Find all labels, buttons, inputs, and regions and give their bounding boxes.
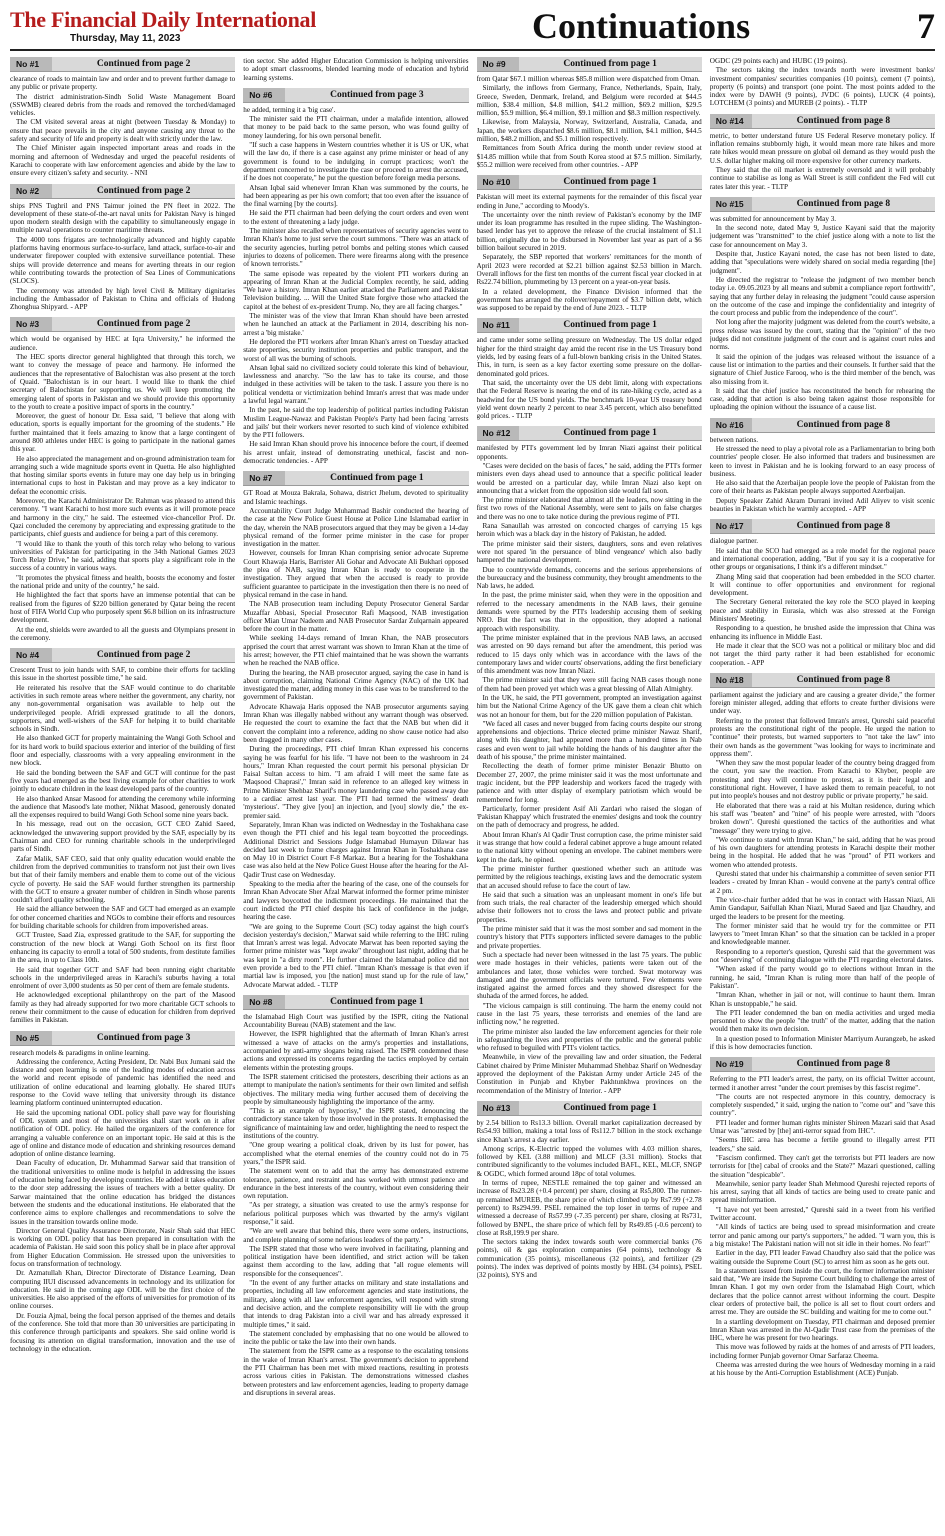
story-header: [10, 57, 235, 72]
story-paragraph: Meanwhile, in view of the prevailing law and order situation, the Federal Cabinet chaired by Prime Minister Muhammad Shehbaz Sharif on Wednesday approved the deployment of the Pakistan Army under Article 245 of the Constitution in Punjab and Khyber Pakhtunkhwa provinces on the recommendation of the Ministry of Interior. - APP: [476, 1053, 702, 1095]
story-header: [477, 57, 702, 72]
story-paragraph: Earlier in the day, PTI leader Fawad Chaudhry also said that the police was waiting outside the Supreme Court (SC) to arrest him as soon as he gets out.: [709, 1249, 935, 1266]
story-paragraph: The statement concluded by emphasising that no one would be allowed to incite the public or take the law into their own hands.: [243, 1329, 469, 1347]
continuation-story: [243, 57, 468, 82]
story-paragraph: Referring to the protest that followed Imran's arrest, Qureshi said peaceful protests are the constitutional right of the people. He urged the nation to "continue" their protests, but warned supporters to "not take the law" into their own hands as the government "was looking for ways to incriminate and oppress them".: [709, 716, 935, 758]
story-paragraph: He said that such a situation was an unpleasant moment in one's life but from such trials, the real character of the leadership emerged which should advise their followers not to cross the laws and protect public and private properties.: [476, 890, 702, 924]
story-paragraph: "Imran Khan, whether in jail or not, will continue to haunt them. Imran Khan is unstoppable," he said.: [709, 991, 935, 1008]
story-paragraph: Particularly, former president Asif Ali Zardari who raised the slogan of 'Pakistan Khappay' which frustrated the enemies' designs and took the country on the path of democracy and progress, he added.: [476, 804, 702, 830]
article-columns: [10, 57, 935, 1526]
story-paragraph: OGDC (29 points each) and HUBC (19 points).: [709, 57, 848, 65]
story-paragraph: The minister was of the view that Imran Khan should have been arrested when he launched an attack at the Parliament in 2014, describing his non-arrest a 'big mistake.': [243, 312, 469, 337]
story-paragraph: between nations.: [709, 435, 759, 444]
story-paragraph: However, the ISPR highlighted that the aftermath of Imran Khan's arrest witnessed a wave of attacks on the army's properties and installations, accompanied by anti-army slogans being raised. The ISPR condemned these actions and expressed its concerns regarding the tactics employed by certain elements within the protesting groups.: [243, 1030, 469, 1072]
story-header: [10, 648, 235, 663]
story-header: [710, 673, 935, 688]
story-paragraph: Ahsan Iqbal said no civilized society could tolerate this kind of behaviour, lawlessness and anarchy. "So the law has to take its course, and those indulged in these activities will be taken to the task. I assure you there is no political vendetta or victimization behind Imran's arrest that was made under a lawful legal warrant.": [243, 363, 469, 405]
story-paragraph: dialogue partner.: [709, 537, 759, 546]
story-paragraph: In a question posed to Information Minister Marriyum Aurangzeb, he asked if this is how democracies function.: [709, 1034, 935, 1051]
story-number: No #19: [710, 1057, 752, 1071]
story-paragraph: metric, to better understand future US Federal Reserve monetary policy. If inflation remains stubbornly high, it would mean more rate hikes and more rate hikes would mean pressure on global oil demand as they would push the U.S. dollar higher making oil more expensive for other currency markets.: [709, 131, 935, 165]
story-paragraph: Recollecting the death of former prime minister Benazir Bhutto on December 27, 2007, the prime minister said it was the most unfortunate and tragic incident, but the PPP leadership and workers faced the tragedy with patience and with utter display of exemplary patriotism which would be remembered for long.: [476, 762, 702, 804]
story-paragraph: Speaking to the media after the hearing of the case, one of the counsels for Imran Khan Advocate Sher Afzal Marwat informed the former prime minister and lawyers boycotted the indictment proceedings. He maintained that the court indicted the PTI chief despite his lack of confidence in the judge, hearing the case.: [243, 880, 469, 922]
story-paragraph: "We faced all cases and never bugged from facing courts despite our strong apprehensions and objections. Thrice elected prime minister Nawaz Sharif, along with his daughter, had appeared more than a hundred times in Nab cases and even went to jail while holding the hands of his daughter after the death of his spouse," the prime minister maintained.: [476, 719, 702, 762]
story-paragraph: The 4000 tons frigates are technologically advanced and highly capable platforms having enormous surface-to-surface, land attack, surface-to-air and underwater firepower coupled with extensive surveillance potential. These ships will provide deterrence and means for averting threats in our region while contributing towards the protection of Sea Lines of Communications (SLOCS).: [10, 235, 236, 286]
story-paragraph: The prime minister explained that in the previous NAB laws, an accused was arrested on 90 days remand but after the amendment, this period was reduced to 15 days only which was in accordance with the laws of the contemporary laws and wider courts' observations, adding the first beneficiary of this amendment was now Imran Niazi.: [476, 633, 702, 676]
story-paragraph: "We continue to stand with Imran Khan," he said, adding that he was proud of his own daughters for attending protests in Karachi despite their mother being in the hospital. He added that he was "proud" of PTI workers and women who attended protests.: [709, 835, 935, 869]
story-paragraph: The Chief Minister again inspected important areas and roads in the morning and afternoon of Wednesday and urged the peaceful residents of Karachi to cooperate with law enforcement agencies and abide by the law to ensure every citizen's safety and security. - NNI: [10, 144, 236, 178]
story-paragraph: parliament against the judiciary and are causing a greater divide," the former foreign minister alleged, adding that efforts to create further divisions were under way.: [709, 690, 935, 716]
continuation-story: [243, 471, 468, 989]
story-paragraph: They said that the oil market is extremely oversold and it will probably continue to stabilise as long as Wall Street is still confident the Fed will cut rates later this year. - TLTP: [709, 165, 935, 191]
story-number: No #14: [710, 114, 752, 128]
story-paragraph: Moreover, the guest of honour Dr. Essa said, "I believe that along with education, sports is equally important for the grooming of the students." He further maintained that it feels amazing to know that a large contingent of around 800 athletes under HEC is going to participate in the national games this year.: [10, 412, 236, 454]
continuation-story: [710, 673, 935, 1051]
story-paragraph: It said that the chief justice has reconstituted the bench for rehearing the case, adding that action is also being taken against those responsible for uploading the opinion without the issuance of a cause list.: [709, 386, 935, 412]
story-paragraph: He said the PTI chairman had been defying the court orders and even went to the extent of threatening a lady judge.: [243, 209, 469, 226]
continued-from-label: Continued from page 8: [796, 521, 891, 532]
story-paragraph: "When asked if the party would go to elections without Imran in the running, he said, "Imran Khan is ruling more than half of the people of Pakistan".: [709, 965, 935, 990]
continued-from-label: Continued from page 1: [563, 320, 657, 331]
story-paragraph: Rana Sanaullah was arrested on concocted charges of carrying 15 kgs heroin which was a black day in the history of Pakistan, he added.: [476, 522, 702, 539]
story-paragraph: However, counsels for Imran Khan comprising senior advocate Supreme Court Khawaja Haris, Barrister Ali Gohar and Advocate Ali Bukhari opposed the plea of NAB, saying Imran Khan is ready to cooperate in the investigation. They argued that when the accused is ready to provide sufficient guarantee to participate in the investigation then there is no need of physical remand in the case in hand.: [243, 549, 469, 599]
story-paragraph: was submitted for announcement by May 3.: [709, 214, 837, 223]
story-paragraph: The uncertainty over the ninth review of Pakistan's economy by the IMF under its loan programme has resulted in the rupee sliding. The Washington-based lender has yet to approve the release of the crucial instalment of $1.1 billion, originally due to be disbursed in November last year as part of a $6 billion bailout secured in 2019.: [476, 210, 702, 253]
continuation-story: [710, 197, 935, 412]
story-paragraph: The prime minister said their sisters, daughters, sons and even relatives were not spared 'in the persuance of blind vengeance' which also badly hampered the national development.: [476, 539, 702, 565]
story-paragraph: The NAB prosecution team including Deputy Prosecutor General Sardar Muzaffar Abbasi, Special Prosecutor Rafi Maqsood, NAB investigation officer Mian Umar Nadeem and NAB Prosecutor Sardar Zulqarnain appeared before the court in the matter.: [243, 600, 469, 634]
story-paragraph: He said the alliance between the SAF and GCT had emerged as an example for other concerned charities and NGOs to combine their efforts and resources for building charitable schools for children from impoverished areas.: [10, 905, 236, 931]
story-paragraph: Not long after the majority judgment was deleted from the court's website, a press release was issued by the court, stating that the "opinion" of the two judges did not constitute judgment of the court and is against court rules and norms.: [709, 318, 935, 352]
section-title: Continuations: [532, 6, 751, 46]
continued-from-label: Continued from page 1: [330, 473, 424, 484]
story-number: No #13: [477, 1101, 519, 1115]
story-paragraph: He said Imran Khan should prove his innocence before the court, if deemed his arrest unfair, instead of demonstrating unethical, fascist and non-democratic tendencies. - APP: [243, 440, 469, 466]
story-paragraph: Dr. Azmatullah Khan, Director Directorate of Distance Learning, Dean computing IIUI discussed advancements in technology and its utilization for education. He said in the coming age ODL will be the first choice of the universities. He also apprised of the efforts of universities for promotion of its online courses.: [10, 1269, 236, 1311]
story-paragraph: Addressing the conference, Acting President, Dr. Nabi Bux Jumani said the distance and open learning is one of the leading modes of education across the world and recent episode of pandemic has identified the need and utilization of online educational and learning globally. He shared IIUI's response to the Covid wave telling that university through its distance learning platform continued uninterrupted education.: [10, 1057, 236, 1108]
story-paragraph: Advocate Khawaja Haris opposed the NAB prosecutor arguments saying Imran Khan was illegally nabbed without any warrant though was observed. He requested the court to examine the fact that the NAB but when did it convert the complaint into a reference, adding no show cause notice had also been dragged in many other cases.: [243, 702, 469, 744]
story-header: [243, 88, 468, 103]
story-paragraph: The HEC sports director general highlighted that through this torch, we want to convey the message of peace and harmony. He informed the audiences that the representative of Balochistan was also present at the torch of Quaid. "Balochistan is in our heart. I would like to thank the chief secretary of Balochistan for supporting us. We will keep promoting the emerging talent of sports in Pakistan and we should provide this opportunity to the youth to create a positive impact of sports in the country.": [10, 353, 236, 411]
continuation-story: [477, 57, 702, 169]
story-paragraph: In the past, he said the top leadership of political parties including Pakistan Muslim League-Nawaz and Pakistan People's Party had been facing 'arrests and jails' but their workers never resorted to such kind of violence exhibited by the PTI followers.: [243, 406, 469, 440]
story-paragraph: Dean Faculty of education, Dr. Muhammad Sarwar said that transition of the traditional universities to online mode is helpful in addressing the issues of education being faced by developing countries. He added it takes education to the door step addressing the issues of teachers with a better quality. Dr Sarwar maintained that the online education has bridged the distances between the students and the educational institutions. He elaborated that the conference aims to explore challenges and recommendations to solve the issues in the transition towards online mode.: [10, 1159, 236, 1226]
story-paragraph: The former minister said that he would try for the committee or PTI lawyers to "meet Imran Khan" so that the situation can be tackled in a proper and knowledgeable manner.: [709, 921, 935, 947]
continued-from-label: Continued from page 8: [796, 198, 891, 209]
continued-from-label: Continued from page 1: [563, 1102, 657, 1113]
story-paragraph: which would be organised by HEC at Iqra University," he informed the audience.: [10, 335, 236, 352]
story-paragraph: "I have not yet been arrested," Qureshi said in a tweet from his verified Twitter account.: [709, 1205, 935, 1223]
story-paragraph: "Seems IHC area has become a fertile ground to illegally arrest PTI leaders," she said.: [709, 1136, 935, 1153]
story-paragraph: Crescent Trust to join hands with SAF, to combine their efforts for tackling this issue in the shortest possible time," he said.: [10, 666, 236, 683]
continued-from-label: Continued from page 2: [96, 650, 191, 661]
story-paragraph: GCT Trustee, Saad Zia, expressed gratitude to the SAF, for supporting the construction of the new block at Wangi Goth School on its first floor enhancing its capacity to enroll a total of 500 students, from destitute families in the area, in up to Class 10th.: [10, 931, 236, 965]
story-paragraph: the Islamabad High Court was justified by the ISPR, citing the National Accountability Bureau (NAB) statement and the law.: [243, 1012, 469, 1030]
story-paragraph: The prime minister further questioned whether such an attitude was permitted by the religious teachings, existing laws and the democratic system that an accused should refuse to face the court of law.: [476, 864, 702, 890]
story-paragraph: Among scrips, K-Electric topped the volumes with 4.03 million shares, followed by KEL (3.88 million) and MLCF (3.31 million). Stocks that contributed significantly to the volumes included BAFL, KEL, MLCF, SNGP & OGDC, which formed around 18pc of total volumes.: [476, 1144, 702, 1178]
story-paragraph: "When they saw the most popular leader of the country being dragged from the court, you saw the reaction. From Karachi to Khyber, people are protesting and they will continue to protest, as it is their legal and constitutional right. However, I have asked them to remain peaceful, to not put into people's houses and not destroy public or private property," he said.: [709, 759, 935, 801]
story-paragraph: While seeking 14-days remand of Imran Khan, the NAB prosecutors apprised the court that arrest warrant was shown to Imran Khan at the time of his arrest; however, the PTI chief maintained that he was shown the warrants when he reached the NAB office.: [243, 634, 469, 668]
story-paragraph: In a related development, the Finance Division informed that the government has arranged the rollover/repayment of $3.7 billion debt, which was supposed to be repaid by the end of June 2023. - TLTP: [476, 287, 702, 313]
story-header: [243, 995, 468, 1010]
story-paragraph: In a statement issued from inside the court, the former information minister said that, "We are inside the Supreme Court building to challenge the arrest of Imran Khan. I got my own order from the Islamabad High Court, which declares that the police cannot arrest without informing the court. Despite clear orders of protective bail, the police is all set to flout court orders and arrest me. They are outside the SC building and waiting for me to come out.": [709, 1266, 935, 1317]
story-paragraph: The ISPR stated that those who were involved in facilitating, planning and political instigation have been identified, and strict action will be taken against them according to the law, adding that "all rogue elements will responsible for the consequences".: [243, 1244, 469, 1278]
story-paragraph: Zhang Ming said that cooperation had been embedded in the SCO charter. It will continue to offer opportunities and environment for regional development.: [709, 572, 935, 598]
continuation-story: [243, 995, 468, 1397]
continued-from-label: Continued from page 2: [96, 59, 191, 69]
story-header: [477, 175, 702, 190]
continuation-story: [477, 175, 702, 312]
continued-from-label: Continued from page 3: [96, 1032, 191, 1043]
story-number: No #16: [710, 418, 752, 432]
page-number: 7: [917, 6, 935, 46]
story-paragraph: The minister also recalled when representatives of security agencies went to Imran Khan's home to just serve the court summons. "There was an attack of the security agencies, hurling petrol bombs and pelting stones which caused injuries to dozens of policemen. There were firearms along with the presence of known terrorists.": [243, 227, 469, 269]
story-paragraph: from Qatar $67.1 million whereas $85.8 million were dispatched from Oman.: [476, 75, 700, 83]
continued-from-label: Continued from page 8: [796, 674, 891, 685]
continuation-story: [10, 1031, 235, 1354]
story-number: No #12: [477, 426, 519, 440]
story-paragraph: Pakistan will meet its external payments for the remainder of this fiscal year ending in June," according to Moody's.: [476, 193, 702, 210]
story-header: [710, 418, 935, 433]
masthead: [10, 5, 935, 51]
story-paragraph: The ISPR statement criticised the protesters, describing their actions as an attempt to manipulate the nation's sentiments for their own limited and selfish objectives. The military media wing further accused them of deceiving the people by simultaneously highlighting the importance of the army.: [243, 1072, 469, 1106]
story-paragraph: research models & paradigms in online learning.: [10, 1048, 150, 1057]
continued-from-label: Continued from page 3: [330, 89, 424, 100]
story-paragraph: Zafar Malik, SAF CEO, said that only quality education would enable the children from the deprived communities to transform not just their own lives but that of their family members and enable them to come out of the vicious cycle of poverty. He said the SAF would further strengthen its partnership with the GCT to ensure a greater number of children in Sindh whose parents couldn't afford quality schooling.: [10, 854, 236, 905]
story-paragraph: Responding to a question, he brushed aside the impression that China was enhancing its influence in Middle East.: [709, 624, 935, 641]
story-paragraph: He also thanked Ansar Masood for attending the ceremony while informing the audience that Masood's late mother, Nikhat Masood, generously donated all the expenses required to build Wangi Goth School some nine years back.: [10, 794, 236, 820]
story-number: No #3: [10, 317, 52, 331]
story-paragraph: He said that the SCO had emerged as a role model for the regional peace and international cooperation, adding, "But if you say it is a cooperative for other groups or organisations, I think it's a different mindset.": [709, 546, 935, 572]
story-paragraph: ships PNS Tughril and PNS Taimur joined the PN fleet in 2022. The development of these state-of-the-art naval units for Pakistan Navy is hinged upon modern stealth design with the capability to simultaneously engage in multiple naval operations to counter maritime threats.: [10, 201, 236, 235]
continuation-story: [710, 57, 935, 108]
story-paragraph: He highlighted the fact that sports have an immense potential that can be realised from the figures of $220 billion generated by Qatar being the recent host of FIFA World Cup who purposely spent $6.8 billion on its infrastructure development.: [10, 591, 236, 625]
continued-from-label: Continued from page 2: [96, 185, 191, 196]
story-header: [710, 197, 935, 212]
story-paragraph: He directed the registrar to "release the judgment of two member bench today i.e. 09.05.2023 by all means and submit a compliance report forthwith", saying that any further delay in releasing the judgment "could cause aspersion on the outcome of the case and impinge the confidentiality and integrity of the court process and public from the independence of the court".: [709, 275, 935, 318]
story-paragraph: The Secretary General reiterated the key role the SCO played in keeping peace and stability in Eurasia, which was also stressed at the Foreign Ministers' Meeting.: [709, 598, 935, 624]
continuation-story: [477, 318, 702, 420]
story-paragraph: Separately, Imran Khan was indicted on Wednesday in the Toshakhana case even though the PTI chief and his legal team boycotted the proceedings. Additional District and Sessions Judge Islamabad Humayun Dilawar has decided last week to frame charges against Imran Khan in Toshakhana case on May 10 in District Court F-8 Markaz. But a hearing for the Toshakhana case was also held at the New Police Guest House after the hearing for the Al-Qadir Trust case on Wednesday.: [243, 820, 469, 879]
story-paragraph: Meanwhile, senior party leader Shah Mehmood Qureshi rejected reports of his arrest, saying that all kinds of tactics are being used to create panic and spread misinformation.: [709, 1179, 935, 1205]
continuation-story: [10, 184, 235, 312]
story-paragraph: The prime minister said that it was the most somber and sad moment in the country's history that PTI's supporters inflicted severe damages to the public and private properties.: [476, 925, 702, 950]
column-3: [477, 57, 702, 1526]
story-number: No #5: [10, 1031, 52, 1045]
story-paragraph: "It promotes the physical fitness and health, boosts the economy and foster the national pride and unity of the country," he said.: [10, 573, 236, 591]
story-paragraph: Separately, the SBP reported that workers' remittances for the month of April 2023 were recorded at $2.21 billion against $2.53 billion in March. Overall inflows for the first ten months of the current fiscal year clocked in at Rs22.74 billion, plummeting by 13 percent on a year-on-year basis.: [476, 253, 702, 287]
story-paragraph: "We are well aware that behind this, there were some orders, instructions, and complete planning of some nefarious leaders of the party.": [243, 1227, 469, 1244]
story-header: [10, 317, 235, 332]
story-paragraph: "If such a case happens in Western countries whether it is US or UK, what will the law do, if there is a case against any prime minister or head of any government is found to be indulging in corrupt practices; won't the department concerned to investigate the case or proceed to arrest the accused, if he does not cooperate," he put the question before foreign media persons.: [243, 141, 469, 183]
story-paragraph: The statement went on to add that the army has demonstrated extreme tolerance, patience, and restraint and has worked with utmost patience and endurance in the best interests of the country, without even considering their own reputation.: [243, 1167, 469, 1201]
story-header: [477, 426, 702, 441]
story-paragraph: "We are going to the Supreme Court (SC) today against the high court's decision yesterday's decision," Marwat said while referring to the IHC ruling that Imran's arrest was legal. Advocate Marwat has been reported saying the former prime minister was "kept awake" throughout last night, adding that he was kept in "a dirty room". He further claimed the Islamabad police did not even provide a bed to the PTI chief. "Imran Khan's message is that even if martial law is imposed, you [the nation] must stand up for the rule of law," Advocate Marwat added. - TLTP: [243, 922, 469, 989]
story-paragraph: Similarly, the inflows from Germany, France, Netherlands, Spain, Italy, Greece, Sweden, Denmark, Ireland, and Belgium were recorded at $44.5 million, $38.4 million, $4.8 million, $41.2 million, $69.2 million, $29.5 million, $5.9 million, $6.4 million, $9.1 million and $8.3 million respectively.: [476, 84, 702, 118]
story-paragraph: tion sector. She added Higher Education Commission is helping universities to adopt smart classrooms, blended learning mode of education and hybrid learning systems.: [243, 57, 469, 82]
story-paragraph: The district administration-Sindh Solid Waste Management Board (SSWMB) cleared debris from the roads and removed the torched/damaged vehicles.: [10, 92, 236, 118]
story-paragraph: he added, terming it a 'big case'.: [243, 105, 336, 114]
story-paragraph: The CM visited several areas at night (between Tuesday & Monday) to ensure that peace prevails in the city and anyone causing any threat to the safety and security of life and property is dealt with strictly under the law.: [10, 118, 236, 144]
story-paragraph: Accountability Court Judge Muhammad Bashir conducted the hearing of the case at the New Police Guest House at Police Line Islamabad earlier in the day, wherein the NAB prosecutors argued that they may be given a 14-day physical remand of the former prime minister in the case for proper investigation in the matter.: [243, 506, 469, 549]
story-paragraph: He also thanked GCT for properly maintaining the Wangi Goth School and for its hard work to build spacious exterior and interior of the building of first floor and especially, classrooms with a very appealing environment in the new block.: [10, 734, 236, 768]
story-number: No #9: [477, 57, 519, 71]
newspaper-logo: The Financial Daily International: [10, 7, 317, 32]
story-paragraph: "I would like to thank the youth of this torch relay who belong to various universities of Pakistan for participating in the 34th National Games 2023 Torch Relay Drive," he said, adding that sports play a significant role in the success of a country in various ways.: [10, 539, 236, 573]
continued-from-label: Continued from page 8: [796, 419, 891, 430]
story-paragraph: The PTI leader condemned the ban on media activities and urged media personnel to show the people "the truth" of the matter, adding that the nation would then make its own decision.: [709, 1008, 935, 1034]
story-paragraph: "As per strategy, a situation was created to use the army's response for nefarious political purposes which was thwarted by the army's vigilant response," it said.: [243, 1201, 469, 1226]
story-paragraph: The same episode was repeated by the violent PTI workers during an appearing of Imran Khan at the Judicial Complex recently, he said, adding "We have a history. Imran Khan earlier attacked the Parliament and Pakistan Television building. ... Will the United State forgive those who attacked the capitol at the behest of ex-president Trump. No, they are all facing charges.": [243, 269, 469, 311]
continuation-story: [710, 418, 935, 514]
story-paragraph: and came under some selling pressure on Wednesday. The US dollar edged higher for the third straight day amid the recent rise in the US Treasury bond yields, led by easing fears of a full-blown banking crisis in the United States. This, in turn, is seen as a key factor exerting some pressure on the dollar-denominated gold prices.: [476, 336, 702, 378]
story-paragraph: GT Road at Mouza Bakrala, Sohawa, district Jhelum, devoted to spirituality and Islamic teachings.: [243, 489, 469, 506]
story-header: [710, 1057, 935, 1072]
story-paragraph: He made it clear that the SCO was not a political or military bloc and did not target the third party rather it had been established for economic cooperation. - APP: [709, 641, 935, 667]
story-paragraph: That said, the uncertainty over the US debt limit, along with expectations that the Federal Reserve is nearing the end of its rate-hiking cycle, acted as a headwind for the US bond yields. The benchmark 10-year US treasury bond yield went down nearly 2 percent to near 3.45 percent, which also benefitted gold prices. - TLTP: [476, 378, 702, 421]
story-paragraph: In the UK, he said, the PTI government, prompted an investigation against him but the National Crime Agency of the UK gave them a clean chit which was not an honour for them, but for the 220 million population of Pakistan.: [476, 694, 702, 719]
continuation-story: [710, 1057, 935, 1377]
story-paragraph: In the second note, dated May 9, Justice Kayani said that the majority judgement was "transmitted" to the chief justice along with a note to list the case for announcement on May 3.: [709, 224, 935, 249]
continued-from-label: Continued from page 1: [563, 428, 657, 439]
story-number: No #7: [243, 471, 285, 485]
story-header: [477, 318, 702, 333]
story-paragraph: He also said that the Azerbaijan people love the people of Pakistan from the core of their hearts as Pakistan people always supported Azerbaijan.: [709, 479, 935, 496]
continuation-story: [243, 88, 468, 465]
story-paragraph: At the end, shields were awarded to all the guests and Olympians present in the ceremony.: [10, 625, 236, 642]
story-number: No #1: [10, 57, 52, 71]
story-paragraph: Cheema was arrested during the wee hours of Wednesday morning in a raid at his house by the Anti-Corruption Establishment (ACE) Punjab.: [709, 1361, 935, 1378]
story-paragraph: He elaborated that there was a raid at his Multan residence, during which his staff was "beaten" and "nine" of his people were arrested, with "doors broken down". Qureshi questioned the tactics of the authorities and what "message" they were trying to give.: [709, 801, 935, 835]
story-paragraph: Moreover, the Karachi Administrator Dr. Rahman was pleased to attend this ceremony. "I want Karachi to host more such events as it will promote peace and harmony in the city," he said. The esteemed vice-chancellor Prof. Dr. Qazi concluded the ceremony by appreciating and expressing gratitude to the participants, chief guests and audience for being a part of this ceremony.: [10, 497, 236, 539]
story-paragraph: manifested by PTI's government led by Imran Niazi against their political opponents.: [476, 444, 702, 461]
story-number: No #11: [477, 318, 519, 332]
column-4: [710, 57, 935, 1526]
story-paragraph: He acknowledged exceptional philanthropy on the part of the Masood family as they had already supported for two more charitable GCT schools to renew their commitment to the cause of education for children from deprived families in Pakistan.: [10, 991, 236, 1025]
story-paragraph: In his message, read out on the occasion, GCT CEO Zahid Saeed, acknowledged the unwavering support provided by the SAF, especially by its Chairman and CEO for running charitable schools in the underprivileged parts of Sindh.: [10, 820, 236, 854]
story-header: [10, 1031, 235, 1046]
continuation-story: [10, 648, 235, 1024]
story-paragraph: Despite that, Justice Kayani noted, the case has not been listed to date, adding that "speculations were widely shared on social media regarding [the] judgment".: [709, 250, 935, 275]
continuation-story: [10, 317, 235, 642]
story-paragraph: The statement from the ISPR came as a response to the escalating tensions in the wake of Imran Khan's arrest. The government's decision to apprehend the PTI Chairman has been met with mixed reactions, resulting in protests across various cities in Pakistan. The demonstrations witnessed clashes between protesters and law enforcement agencies, leading to property damage and disruptions in several areas.: [243, 1347, 469, 1397]
story-number: No #2: [10, 184, 52, 198]
story-paragraph: clearance of roads to maintain law and order and to prevent further damage to any public or private property.: [10, 75, 236, 92]
continued-from-label: Continued from page 8: [796, 1059, 891, 1070]
column-2: [243, 57, 468, 1526]
story-number: No #15: [710, 197, 752, 211]
continuation-story: [710, 519, 935, 666]
story-paragraph: He reiterated his resolve that the SAF would continue to do charitable activities in such remote areas where neither the government, any charity, nor any non-governmental organisation was available to help out the underprivileged people. Afridi expressed gratitude to all the donors, supporters, and well-wishers of the SAF for helping it to build charitable schools in Sindh.: [10, 683, 236, 734]
continued-from-label: Continued from page 2: [96, 319, 191, 330]
story-paragraph: He deplored the PTI workers after Imran Khan's arrest on Tuesday attacked state properties, security institution properties and public transport, and the worst of all was the burning of schools.: [243, 337, 469, 363]
story-paragraph: "All kinds of tactics are being used to spread misinformation and create terror and panic among our party's supporters," he added. "I warn you, this is a big mistake! The Pakistani nation will not sit idle in their homes. No fear!": [709, 1223, 935, 1248]
story-paragraph: Likewise, from Malaysia, Norway, Switzerland, Australia, Canada, and Japan, the workers dispatched $8.6 million, $8.1 million, $4.1 million, $44.5 million, $48.2 million, and $5.1 million respectively.: [476, 118, 702, 144]
continuation-story: [477, 1101, 702, 1280]
story-paragraph: The minister said the PTI chairman, under a malafide intention, allowed that money to be paid back to the same person, who was found guilty of money laundering, for his own personal benefit.: [243, 115, 469, 140]
story-paragraph: He also appreciated the management and on-ground administration team for arranging such a wide magnitude sports event in Quetta. He also highlighted that hosting similar sports events in future may one day help us in bringing international cups to host in Pakistan and may prove as a key indicator to defeat the economic crisis.: [10, 454, 236, 496]
story-paragraph: The vice-chair further added that he was in contact with Hassan Niazi, Ali Amin Gandapur, Saifullah Khan Niazi, Murad Saeed and Ijaz Chaudhry, and urged the leaders to be present for the meeting.: [709, 895, 935, 921]
story-paragraph: It said the opinion of the judges was released without the issuance of a cause list or intimation to the parties and their counsels. It further said that the signature of Chief Justice Farooq, who is the third member of the bench, was also missing from it.: [709, 352, 935, 386]
story-paragraph: PTI leader and former human rights minister Shireen Mazari said that Asad Umar was "arrested by [the] anti-terror squad from IHC".: [709, 1118, 935, 1136]
story-paragraph: Deputy Speaker Zahid Akram Durrani invited Adil Aliyev to visit scenic beauties in Pakistan which he warmly accepted. - APP: [709, 496, 935, 514]
story-paragraph: Such a spectacle had never been witnessed in the last 75 years. The public were made hostages in their vehicles, patients were taken out of the ambulances and later, those vehicles were torched. Swat motorway was damaged and the government officials were tortured. Few elements were instigated against the armed forces and they showed disrespect for the shuhada of the armed forces, he added.: [476, 950, 702, 1001]
story-paragraph: The sectors taking the index towards south were commercial banks (76 points), oil & gas exploration companies (64 points), technology & communication (35 points), miscellaneous (32 points), and fertilizer (29 points). The index was deprived of points mostly by HBL (34 points), PSEL (32 points), SYS and: [476, 1238, 702, 1280]
story-paragraph: This move was followed by raids at the homes of and arrests of PTI leaders, including former Punjab governor Omar Sarfaraz Cheema.: [709, 1343, 935, 1360]
story-header: [477, 1101, 702, 1116]
story-paragraph: "In the event of any further attacks on military and state installations and properties, including all law enforcement agencies and state institutions, the military, along with all law enforcement agencies, will respond with strong and decisive action, and the complete responsibility will lie with the group that intends to drag Pakistan into a civil war and has already expressed it multiple times," it said.: [243, 1279, 469, 1329]
continued-from-label: Continued from page 1: [563, 177, 657, 188]
story-paragraph: Responding to a reporter's question, Qureshi said that the government was not "deserving" of continuing dialogue with the PTI regarding electoral dates.: [709, 947, 935, 965]
continued-from-label: Continued from page 8: [796, 115, 891, 126]
story-paragraph: The sectors taking the index towards north were investment banks/ investment companies/ securities companies (10 points), cement (7 points), property (6 points) and transport (one point. The most points added to the index were by DAWH (9 points), JVDC (6 points), LUCK (4 points), LOTCHEM (3 points) and MUREB (2 points). - TLTP: [709, 66, 935, 108]
story-paragraph: The prime minister also lauded the law enforcement agencies for their role in safeguarding the lives and properties of the public and the general public who refused to beguiled with PTI's violent tactics.: [476, 1027, 702, 1053]
story-number: No #10: [477, 175, 519, 189]
continuation-story: [10, 57, 235, 178]
story-number: No #6: [243, 88, 285, 102]
story-paragraph: In terms of rupee, NESTLE remained the top gainer and witnessed an increase of Rs23.28 (+0.4 percent) per share, closing at Rs5,800. The runner-up remained MUREB, the share price of which climbed up by Rs7.99 (+2.78 percent) to Rs294.99. PSEL remained the top loser in terms of rupee and witnessed a decrease of Rs57.99 (-7.35 percent) per share, closing at Rs731, followed by BNPL, the share price of which fell by Rs49.85 (-0.6 percent) to close at Rs8,199.9 per share.: [476, 1179, 702, 1237]
story-paragraph: Due to countrywide demands, concerns and the serious apprehensions of the bureaucracy and the business community, they brought amendments to the Nab laws, he added.: [476, 565, 702, 591]
story-paragraph: by 2.54 billion to Rs13.3 billion. Overall market capitalization decreased by Rs54.93 billion, making a total loss of Rs112.7 billion in the stock exchange since Khan's arrest a day earlier.: [476, 1118, 702, 1144]
story-paragraph: Director General Quality Assurance Directorate, Nasir Shah said that HEC is working on ODL policy that has been prepared in consultation with the academia of Pakistan. He said soon this policy shall be in place after approval from Higher Education Commission. He stressed upon the universities to focus on transformation of technology.: [10, 1226, 236, 1268]
continuation-story: [477, 426, 702, 1095]
story-paragraph: "One group wearing a political cloak, driven by its lust for power, has accomplished what the eternal enemies of the country could not do in 75 years," the ISPR said.: [243, 1141, 469, 1166]
story-paragraph: Dr. Fouzia Ajmal, being the focal person apprised of the themes and details of the conference. She told that more than 30 universities are participating in this conference through participants and speakers. She said online world is focusing its attention on digital transformation, innovation and the use of technology in the education.: [10, 1311, 236, 1353]
story-paragraph: "Cases were decided on the basis of faces," he said, adding the PTI's former ministers even days ahead used to announce that a specific political leader would be arrested on a particular day, while Imran Niazi also kept on announcing that a wicket from the opposition side would fall soon.: [476, 461, 702, 495]
story-paragraph: He stressed the need to play a pivotal role as a Parliamentarian to bring both countries' people closer. He also informed that traders and businessmen are keen to invest in Pakistan and he is looking forward to an easy process of business.: [709, 444, 935, 478]
story-paragraph: During the proceedings, PTI chief Imran Khan expressed his concerns saying he was fearful for his life. "I have not been to the washroom in 24 hours," Imran Khan requested the court permit his personal physician Dr Faisal Sultan access to him. "I am afraid I will meet the same fate as 'Maqsood Chaprasi'," Imran said in reference to an alleged key witness in Prime Minister Shehbaz Sharif's money laundering case who passed away due to a cardiac arrest last year. The PTI had termed the witness' death 'mysterious'. "They give [you] an injection, and [you] slowly die," the ex-premier said.: [243, 745, 469, 820]
story-paragraph: In a startling development on Tuesday, PTI chairman and deposed premier Imran Khan was arrested in the Al-Qadir Trust case from the premises of the IHC, where he was present for two hearings.: [709, 1317, 935, 1343]
story-number: No #8: [243, 995, 285, 1009]
story-paragraph: During the hearing, the NAB prosecutor argued, saying the case in hand is about corruption, claiming National Crime Agency (NAC) of the UK had investigated the matter, adding money in this case was to be transferred to the government of Pakistan.: [243, 668, 469, 702]
story-header: [710, 114, 935, 129]
story-paragraph: "The vicious campaign is still continuing. The harm the enemy could not cause in the last 75 years, these terrorists and enemies of the land are inflicting now," he regretted.: [476, 1001, 702, 1027]
story-paragraph: He said the upcoming national ODL policy shall pave way for flourishing of ODL system and most of the universities shall start work on it after notification of ODL policy. He hailed the organizers of the conference for arranging a valuable conference on an important topic. He said at this is the age of online and distance mode of education and shrinking resources demand adoption of online distance learning.: [10, 1108, 236, 1159]
story-paragraph: About Imran Khan's Al Qadir Trust corruption case, the prime minister said it was strange that how could a federal cabinet approve a huge amount related to the national kitty without opening an envelope. The cabinet members were kept in the dark, he opined.: [476, 830, 702, 864]
story-paragraph: "The courts are not respected anymore in this country, democracy is completely suspended," it said, urging the nation to "come out" and "save this country".: [709, 1092, 935, 1118]
story-paragraph: The prime minister elaborated that almost all the leaders, now sitting in the first two rows of the National Assembly, were sent to jails on false charges and there was no one to take notice during the previous regime of PTI.: [476, 496, 702, 521]
continuation-story: [710, 114, 935, 191]
story-paragraph: The prime minister said that they were still facing NAB cases though none of them had been proved yet which was a great blessing of Allah Almighty.: [476, 676, 702, 693]
story-paragraph: He said that together GCT and SAF had been running eight charitable schools in the underprivileged areas in Karachi's suburbs having a total enrolment of over 3,000 students as 50 per cent of them are female students.: [10, 965, 236, 991]
story-paragraph: Referring to the PTI leader's arrest, the party, on its official Twitter account, termed it another arrest "under the court premises by this fascist regime".: [709, 1075, 935, 1092]
story-paragraph: He said the bonding between the SAF and GCT will continue for the past five years had emerged as the best living example for other charities to work jointly to educate children in the least developed parts of the country.: [10, 768, 236, 794]
story-number: No #17: [710, 519, 752, 533]
story-paragraph: "Fascism confirmed. They can't get the terrorists but PTI leaders are now terrorists for [the] cabal of crooks and the State?" Mazari questioned, calling the situation "despicable".: [709, 1153, 935, 1179]
story-paragraph: Ahsan Iqbal said whenever Imran Khan was summoned by the courts, he had been appearing as per his own comfort; that too even after the issuance of the final warning [by the courts].: [243, 183, 469, 209]
story-paragraph: Qureshi stated that under his chairmanship a committee of seven senior PTI leaders - created by Imran Khan - would convene at the party's central office at 2 pm.: [709, 870, 935, 895]
story-paragraph: "This is an example of hypocrisy," the ISPR stated, denouncing the contradictory stance taken by those involved in the protests. It emphasised the significance of maintaining law and order, highlighting the need to respect the institutions of the country.: [243, 1107, 469, 1141]
column-1: [10, 57, 235, 1526]
story-paragraph: Remittances from South Africa during the month under review stood at $14.85 million while that from South Korea stood at $7.5 million. Similarly, $55.2 million were received from other countries. - APP: [476, 144, 702, 169]
story-number: No #18: [710, 673, 752, 687]
continued-from-label: Continued from page 1: [563, 59, 657, 69]
story-paragraph: The ceremony was attended by high level Civil & Military dignitaries including the Ambassador of Pakistan to China and officials of Hudong Zhonghua Shipyard. - APP: [10, 286, 236, 312]
story-header: [243, 471, 468, 486]
continued-from-label: Continued from page 1: [330, 996, 424, 1007]
story-header: [710, 519, 935, 534]
story-paragraph: In the past, the prime minister said, when they were in the opposition and referred to the necessary amendments in the NAB laws, their genuine demands were spurned by the PTI's leadership accusing them of seeking NRO. But the fact was that in the opposition, they adopted a national approach with responsibility.: [476, 591, 702, 633]
story-number: No #4: [10, 648, 52, 662]
story-header: [10, 184, 235, 199]
newspaper-page: [10, 5, 935, 1526]
issue-date: Thursday, May 11, 2023: [70, 33, 181, 44]
